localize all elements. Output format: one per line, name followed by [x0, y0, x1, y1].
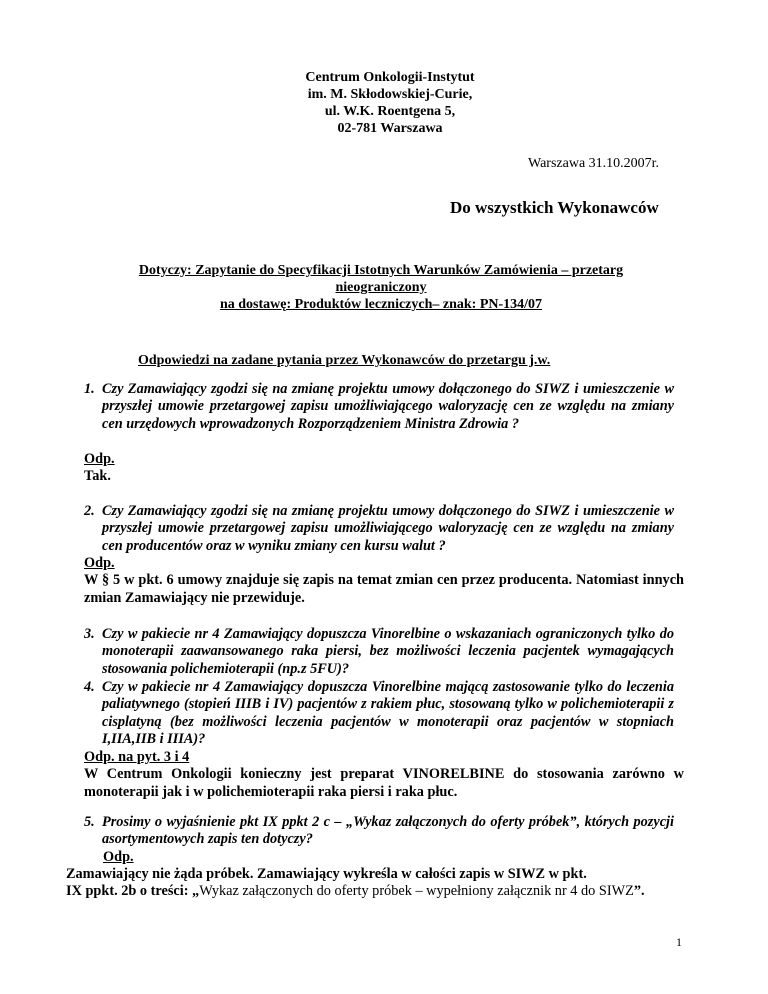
question-number: 1.	[84, 381, 95, 397]
header-line: ul. W.K. Roentgena 5,	[324, 104, 456, 119]
question-number: 5.	[84, 814, 95, 830]
answer-5-block	[84, 849, 684, 866]
header-line: 02-781 Warszawa	[337, 121, 443, 136]
answer-text-quoted: Wykaz załączonych do oferty próbek – wypełniony załącznik nr 4 do SIWZ	[199, 883, 634, 900]
subject-line: Dotyczy: Zapytanie do Specyfikacji Istotnych Warunków Zamówienia – przetarg	[138, 263, 624, 278]
letter-date: Warszawa 31.10.2007r.	[528, 156, 660, 171]
institution-header	[230, 69, 550, 137]
question-2-block	[84, 503, 674, 555]
answer-label: Odp.	[84, 555, 115, 571]
question-body: Prosimy o wyjaśnienie pkt IX ppkt 2 c – „Wykaz załączonych do oferty próbek”, których pozycji asortymentowych zapis ten dotyczy?	[102, 814, 674, 848]
question-text	[84, 626, 674, 678]
answer-3-4-block	[84, 749, 684, 801]
answer-text-line	[66, 883, 646, 900]
answer-text-line: Zamawiający nie żąda próbek. Zamawiający wykreśla w całości zapis w SIWZ w pkt.	[66, 866, 587, 882]
header-line: im. M. Skłodowskiej-Curie,	[307, 87, 473, 102]
answer-2-block	[84, 555, 684, 607]
subject-line: nieograniczony	[335, 280, 427, 295]
question-5-block	[84, 814, 674, 849]
question-number: 3.	[84, 626, 95, 642]
subject-block	[80, 262, 682, 313]
question-3-block	[84, 626, 674, 678]
question-text	[84, 814, 674, 849]
page-number: 1	[676, 935, 682, 949]
question-text	[84, 679, 674, 749]
answer-label: Odp. na pyt. 3 i 4	[84, 749, 190, 765]
answer-text-bold: IX ppkt. 2b o treści: „	[66, 883, 200, 900]
answer-label: Odp.	[103, 849, 134, 865]
question-text	[84, 381, 674, 433]
answer-text-end: ”.	[633, 883, 645, 900]
answer-1-block	[84, 451, 684, 486]
question-number: 2.	[84, 503, 95, 519]
answer-text: W Centrum Onkologii konieczny jest preparat VINORELBINE do stosowania zarówno w monoterapii jak i w polichemioterapii raka piersi i raka płuc.	[84, 766, 684, 800]
question-4-block	[84, 679, 674, 749]
answer-text: Tak.	[84, 468, 111, 485]
question-body: Czy Zamawiający zgodzi się na zmianę projektu umowy dołączonego do SIWZ i umieszczenie w przyszłej umowie przetargowej zapisu umożliwiającego waloryzację cen ze względu na zmiany cen producentów oraz w wyniku zmiany cen kursu walut ?	[102, 503, 674, 554]
question-text	[84, 503, 674, 555]
header-line: Centrum Onkologii-Instytut	[305, 70, 475, 85]
answer-label: Odp.	[84, 451, 115, 467]
question-body: Czy w pakiecie nr 4 Zamawiający dopuszcza Vinorelbine o wskazaniach ograniczonych tylko do monoterapii zaawansowanego raka piersi, bez możliwości leczenia pacjentek wymagających stosowania polichemioterapii (np.z 5FU)?	[102, 626, 674, 677]
question-body: Czy Zamawiający zgodzi się na zmianę projektu umowy dołączonego do SIWZ i umieszczenie w przyszłej umowie przetargowej zapisu umożliwiającego waloryzację cen ze względu na zmiany cen urzędowych wprowadzonych Rozporządzeniem Ministra Zdrowia ?	[102, 381, 674, 432]
question-1-block	[84, 381, 674, 433]
question-body: Czy w pakiecie nr 4 Zamawiający dopuszcza Vinorelbine mającą zastosowanie tylko do leczenia paliatywnego (stopień IIIB i IV) pacjentów z rakiem płuc, stosowaną tylko w polichemioterapii z cisplatyną (bez możliwości leczenia pacjentów w monoterapii oraz pacjentów w stopniach I,IIA,IIB i IIIA)?	[102, 679, 674, 748]
answer-5-text	[66, 866, 666, 901]
intro-heading: Odpowiedzi na zadane pytania przez Wykonawców do przetargu j.w.	[138, 353, 551, 368]
addressee: Do wszystkich Wykonawców	[450, 198, 659, 217]
question-number: 4.	[84, 679, 95, 695]
subject-line: na dostawę: Produktów leczniczych– znak: PN-134/07	[219, 297, 543, 312]
answer-text: W § 5 w pkt. 6 umowy znajduje się zapis na temat zmian cen przez producenta. Natomiast innych zmian Zamawiający nie przewiduje.	[84, 572, 684, 606]
